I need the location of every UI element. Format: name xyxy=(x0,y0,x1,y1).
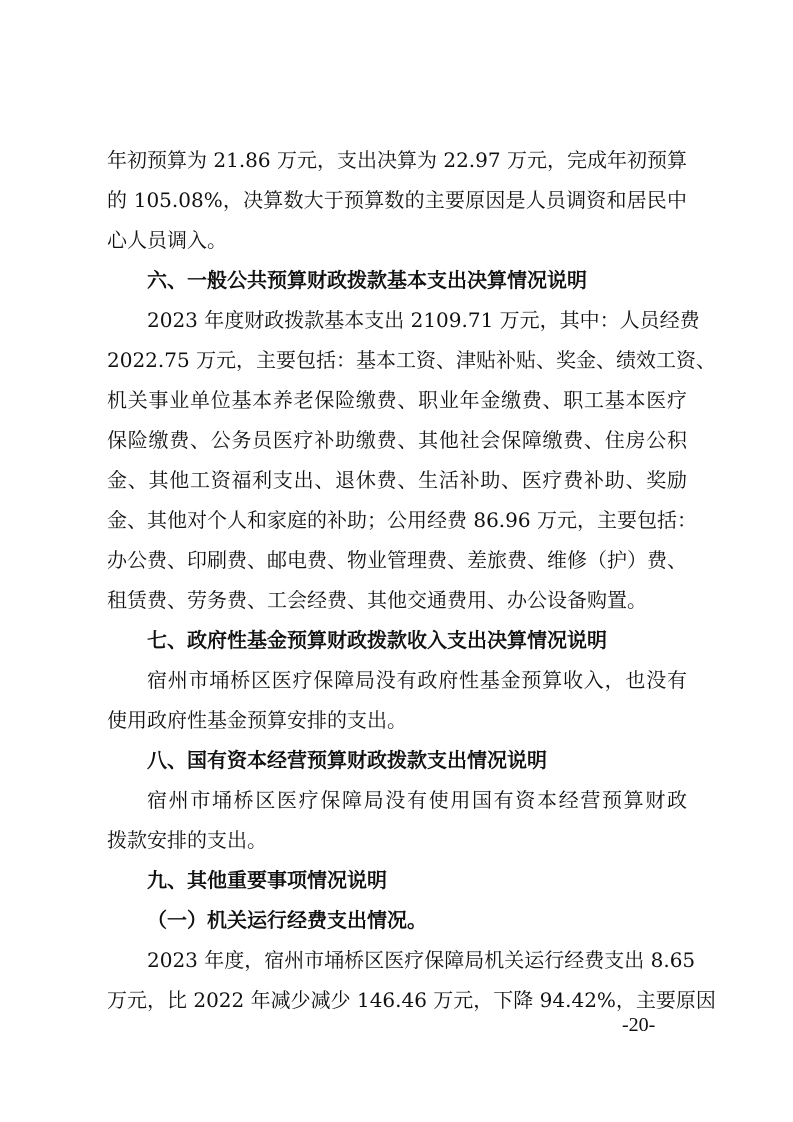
paragraph-line: 保险缴费、公务员医疗补助缴费、其他社会保障缴费、住房公积 xyxy=(107,428,687,452)
section-heading: 九、其他重要事项情况说明 xyxy=(147,868,387,892)
paragraph-line: 的 105.08%，决算数大于预算数的主要原因是人员调资和居民中 xyxy=(107,188,687,212)
paragraph-line: 金、其他对个人和家庭的补助；公用经费 86.96 万元，主要包括： xyxy=(107,508,697,532)
paragraph-line: 年初预算为 21.86 万元，支出决算为 22.97 万元，完成年初预算 xyxy=(107,148,687,172)
paragraph-line: 办公费、印刷费、邮电费、物业管理费、差旅费、维修（护）费、 xyxy=(107,548,687,572)
paragraph-line: 使用政府性基金预算安排的支出。 xyxy=(107,708,407,732)
paragraph-line: 租赁费、劳务费、工会经费、其他交通费用、办公设备购置。 xyxy=(107,588,647,612)
paragraph-line: 2023 年度财政拨款基本支出 2109.71 万元，其中：人员经费 xyxy=(147,308,700,332)
section-heading: 七、政府性基金预算财政拨款收入支出决算情况说明 xyxy=(147,628,607,652)
paragraph-line: 2023 年度，宿州市埇桥区医疗保障局机关运行经费支出 8.65 xyxy=(147,948,696,972)
paragraph-line: 心人员调入。 xyxy=(107,228,227,252)
paragraph-line: 拨款安排的支出。 xyxy=(107,828,267,852)
section-heading: 六、一般公共预算财政拨款基本支出决算情况说明 xyxy=(147,268,587,292)
section-heading: 八、国有资本经营预算财政拨款支出情况说明 xyxy=(147,748,547,772)
paragraph-line: 宿州市埇桥区医疗保障局没有政府性基金预算收入，也没有 xyxy=(147,668,687,692)
page-number: -20- xyxy=(622,1014,656,1036)
paragraph-line: 万元，比 2022 年减少减少 146.46 万元，下降 94.42%，主要原因 xyxy=(107,988,716,1012)
paragraph-line: 机关事业单位基本养老保险缴费、职业年金缴费、职工基本医疗 xyxy=(107,388,687,412)
paragraph-line: 宿州市埇桥区医疗保障局没有使用国有资本经营预算财政 xyxy=(147,788,687,812)
subsection-heading: （一）机关运行经费支出情况。 xyxy=(147,908,427,932)
paragraph-line: 金、其他工资福利支出、退休费、生活补助、医疗费补助、奖励 xyxy=(107,468,687,492)
paragraph-line: 2022.75 万元，主要包括：基本工资、津贴补贴、奖金、绩效工资、 xyxy=(107,348,717,372)
